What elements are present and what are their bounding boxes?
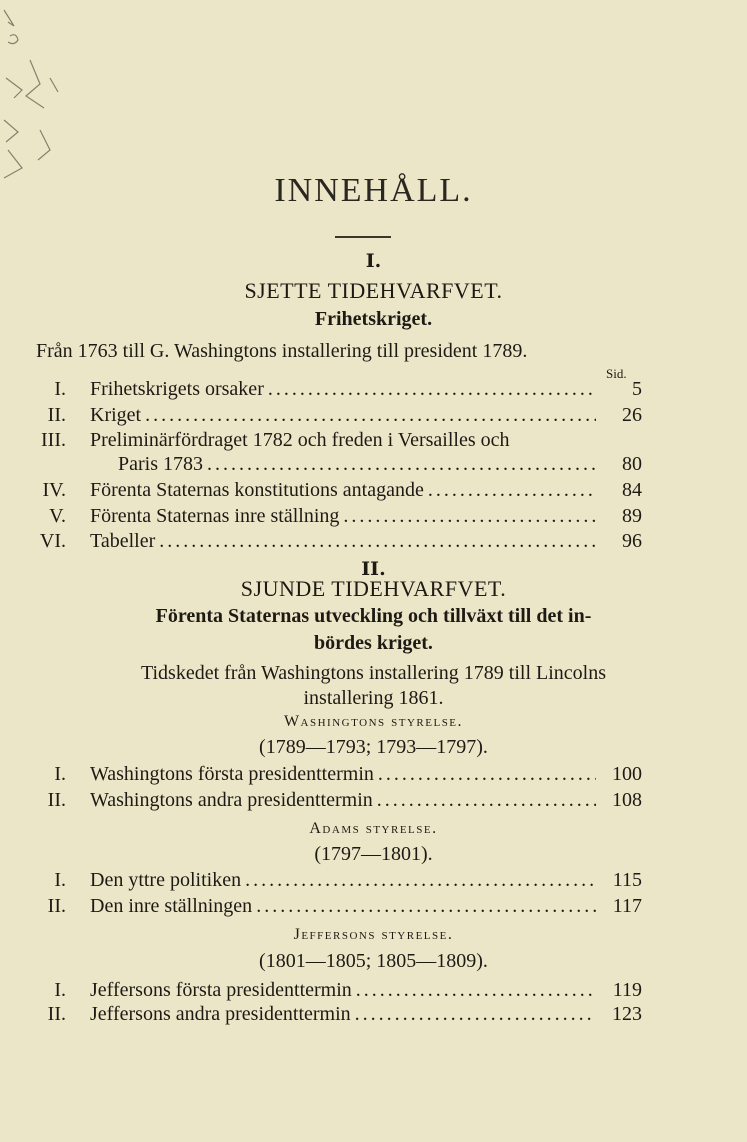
toc-entry: V. Förenta Staternas inre ställning . . . 89 — [30, 505, 642, 531]
toc-entry: II. Kriget . . . 26 — [30, 404, 642, 430]
section-heading: Adams styrelse. — [309, 820, 438, 837]
part-two-subtitle-line2: bördes kriget. — [314, 632, 433, 654]
part-two-epoch: SJUNDE TIDEHVARFVET. — [240, 576, 507, 601]
part-one-epoch: SJETTE TIDEHVARFVET. — [244, 278, 503, 303]
part-one-intro: Från 1763 till G. Washingtons installering till president 1789. — [36, 340, 528, 362]
title-rule — [335, 236, 391, 238]
section-heading: Washingtons styrelse. — [283, 713, 464, 730]
toc-entry: III. Preliminärfördraget 1782 och freden i Versailles och — [41, 429, 510, 451]
section-years: (1797—1801). — [314, 843, 433, 865]
toc-entry: II. Den inre ställningen . . . 117 — [30, 895, 642, 921]
section-years: (1789—1793; 1793—1797). — [259, 736, 488, 758]
toc-entry: I. Washingtons första presidenttermin . . . 100 — [30, 763, 642, 789]
part-two-intro-line2: installering 1861. — [303, 687, 444, 709]
toc-entry: IV. Förenta Staternas konstitutions antagande . . . 84 — [30, 479, 642, 505]
page-title: INNEHÅLL. — [274, 172, 473, 209]
part-two-numeral: II. — [361, 558, 386, 580]
part-one-numeral: I. — [365, 250, 382, 272]
section-years: (1801—1805; 1805—1809). — [259, 950, 488, 972]
part-one-subtitle: Frihetskriget. — [314, 308, 433, 330]
toc-entry: I. Den yttre politiken . . . 115 — [30, 869, 642, 895]
toc-entry: II. Washingtons andra presidenttermin . . . 108 — [30, 789, 642, 815]
toc-entry: II. Jeffersons andra presidenttermin . . . 123 — [30, 1003, 642, 1029]
toc-entry: VI. Tabeller . . . 96 — [30, 530, 642, 556]
part-two-intro-line1: Tidskedet från Washingtons installering 1789 till Lincolns — [140, 662, 607, 684]
section-heading: Jeffersons styrelse. — [293, 926, 454, 943]
page-column-label: Sid. — [606, 366, 627, 381]
toc-entry: I. Frihetskrigets orsaker . . . 5 — [30, 378, 642, 404]
pencil-marks — [0, 0, 90, 200]
toc-entry: Paris 1783 . . . 80 — [30, 453, 642, 479]
toc-entry: I. Jeffersons första presidenttermin . . . 119 — [30, 979, 642, 1005]
part-two-subtitle-line1: Förenta Staternas utveckling och tillväxt till det in- — [155, 605, 592, 627]
